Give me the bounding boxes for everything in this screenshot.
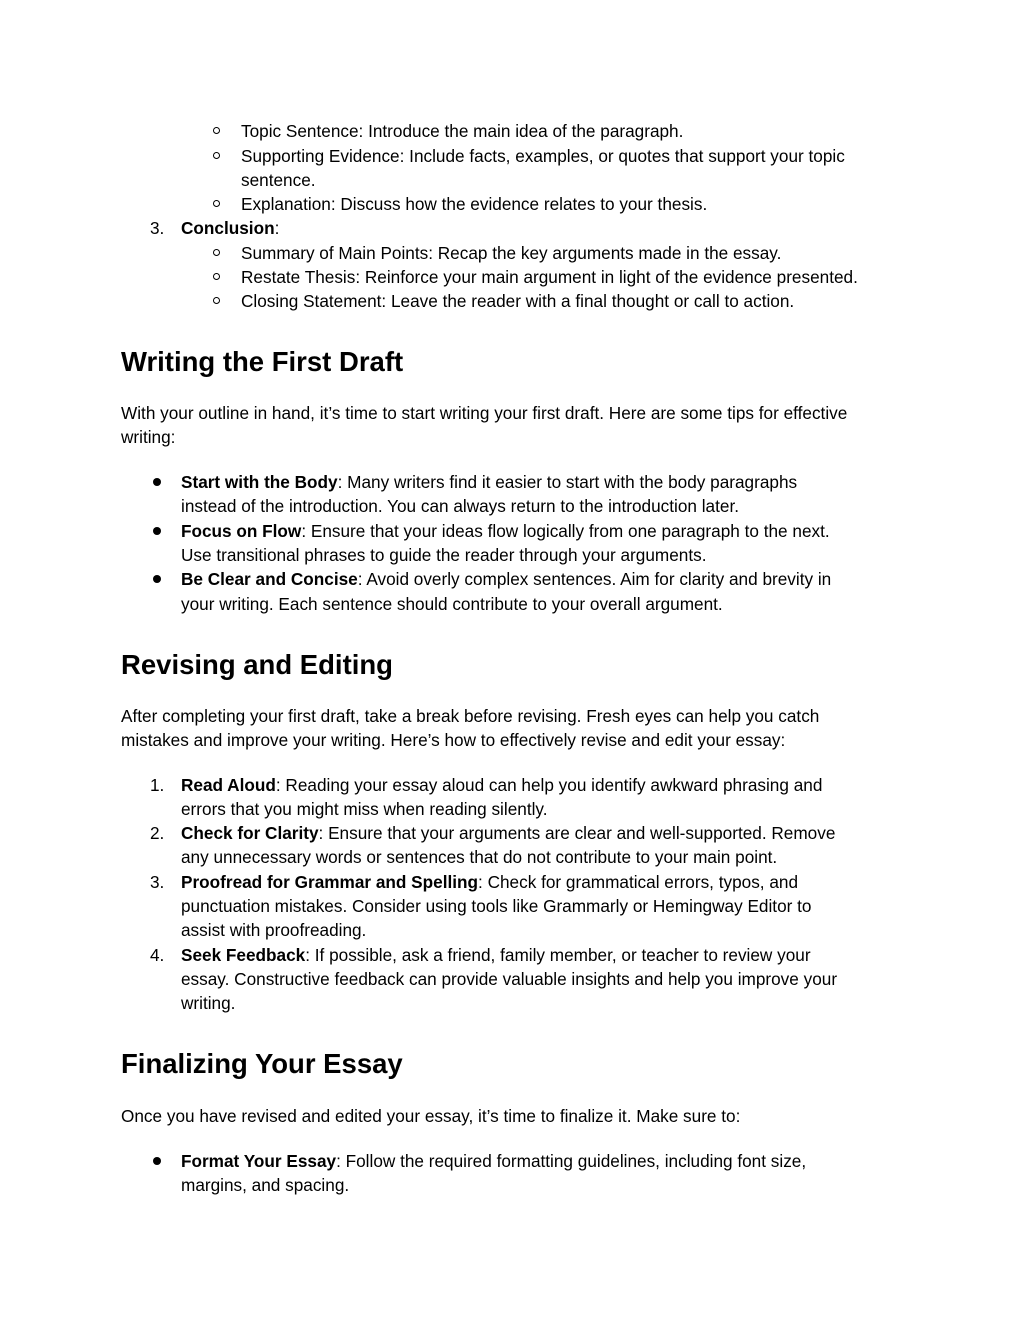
list-item-continuation: assist with proofreading. xyxy=(181,920,367,940)
hollow-bullet-icon xyxy=(213,249,220,256)
list-item-continuation: punctuation mistakes. Consider using tools like Grammarly or Hemingway Editor to xyxy=(181,896,812,916)
list-item-text: : Check for grammatical errors, typos, and xyxy=(478,872,799,892)
list-item-label: Check for Clarity xyxy=(181,823,319,843)
sub-list-item: Topic Sentence: Introduce the main idea of the paragraph. xyxy=(241,121,684,141)
sub-list-item: Explanation: Discuss how the evidence relates to your thesis. xyxy=(241,194,708,214)
paragraph-line: After completing your first draft, take a break before revising. Fresh eyes can help you catch xyxy=(121,706,820,726)
list-item-continuation: writing. xyxy=(181,993,236,1013)
list-item-text: : If possible, ask a friend, family member, or teacher to review your xyxy=(305,945,811,965)
list-item-text: : Ensure that your ideas flow logically from one paragraph to the next. xyxy=(301,521,830,541)
list-number: 2. xyxy=(150,823,165,843)
list-number: 3. xyxy=(150,872,165,892)
list-item-continuation: Use transitional phrases to guide the reader through your arguments. xyxy=(181,545,707,565)
sub-list-item: Restate Thesis: Reinforce your main argument in light of the evidence presented. xyxy=(241,267,858,287)
list-item xyxy=(181,773,822,797)
list-item xyxy=(181,567,831,591)
list-number: 1. xyxy=(150,775,165,795)
paragraph-line: Once you have revised and edited your essay, it’s time to finalize it. Make sure to: xyxy=(121,1106,741,1126)
list-item xyxy=(181,519,830,543)
bullet-icon xyxy=(153,1157,161,1165)
section-heading: Writing the First Draft xyxy=(121,346,404,377)
list-item-label: Proofread for Grammar and Spelling xyxy=(181,872,479,892)
bullet-icon xyxy=(153,478,161,486)
list-item xyxy=(181,470,797,494)
bullet-icon xyxy=(153,575,161,583)
paragraph-line: With your outline in hand, it’s time to start writing your first draft. Here are some tips for effective xyxy=(121,403,848,423)
list-item-continuation: essay. Constructive feedback can provide valuable insights and help you improve your xyxy=(181,969,838,989)
bullet-icon xyxy=(153,527,161,535)
hollow-bullet-icon xyxy=(213,152,220,159)
sub-list-item: Summary of Main Points: Recap the key arguments made in the essay. xyxy=(241,243,782,263)
list-item-label: Start with the Body xyxy=(181,472,338,492)
list-item-continuation: margins, and spacing. xyxy=(181,1175,350,1195)
list-item xyxy=(181,821,835,845)
list-item-text: : Follow the required formatting guidelines, including font size, xyxy=(336,1151,807,1171)
list-item xyxy=(181,943,811,967)
paragraph-line: mistakes and improve your writing. Here’s how to effectively revise and edit your essay: xyxy=(121,730,786,750)
list-number: 3. xyxy=(150,218,165,238)
list-item-conclusion xyxy=(181,216,279,240)
list-item-label: Read Aloud xyxy=(181,775,276,795)
list-item-text: : Ensure that your arguments are clear and well-supported. Remove xyxy=(318,823,836,843)
hollow-bullet-icon xyxy=(213,200,220,207)
list-item-text: : Many writers find it easier to start with the body paragraphs xyxy=(337,472,798,492)
list-item-label: Conclusion xyxy=(181,218,275,238)
sub-list-item: Supporting Evidence: Include facts, examples, or quotes that support your topic xyxy=(241,146,845,166)
sub-list-item-continuation: sentence. xyxy=(241,170,316,190)
list-item-continuation: errors that you might miss when reading silently. xyxy=(181,799,548,819)
list-item-colon: : xyxy=(274,218,280,238)
list-item-label: Be Clear and Concise xyxy=(181,569,358,589)
list-item-label: Format Your Essay xyxy=(181,1151,337,1171)
list-item-continuation: your writing. Each sentence should contribute to your overall argument. xyxy=(181,594,723,614)
list-item xyxy=(181,870,798,894)
section-heading: Finalizing Your Essay xyxy=(121,1048,403,1079)
sub-list-item: Closing Statement: Leave the reader with a final thought or call to action. xyxy=(241,291,795,311)
paragraph-line: writing: xyxy=(121,427,176,447)
list-item-label: Seek Feedback xyxy=(181,945,306,965)
section-heading: Revising and Editing xyxy=(121,649,393,680)
hollow-bullet-icon xyxy=(213,127,220,134)
list-item-continuation: any unnecessary words or sentences that do not contribute to your main point. xyxy=(181,847,778,867)
hollow-bullet-icon xyxy=(213,297,220,304)
list-item xyxy=(181,1149,806,1173)
list-item-text: : Avoid overly complex sentences. Aim for clarity and brevity in xyxy=(357,569,832,589)
list-item-continuation: instead of the introduction. You can always return to the introduction later. xyxy=(181,496,739,516)
hollow-bullet-icon xyxy=(213,273,220,280)
list-item-text: : Reading your essay aloud can help you identify awkward phrasing and xyxy=(275,775,823,795)
list-item-label: Focus on Flow xyxy=(181,521,302,541)
list-number: 4. xyxy=(150,945,165,965)
